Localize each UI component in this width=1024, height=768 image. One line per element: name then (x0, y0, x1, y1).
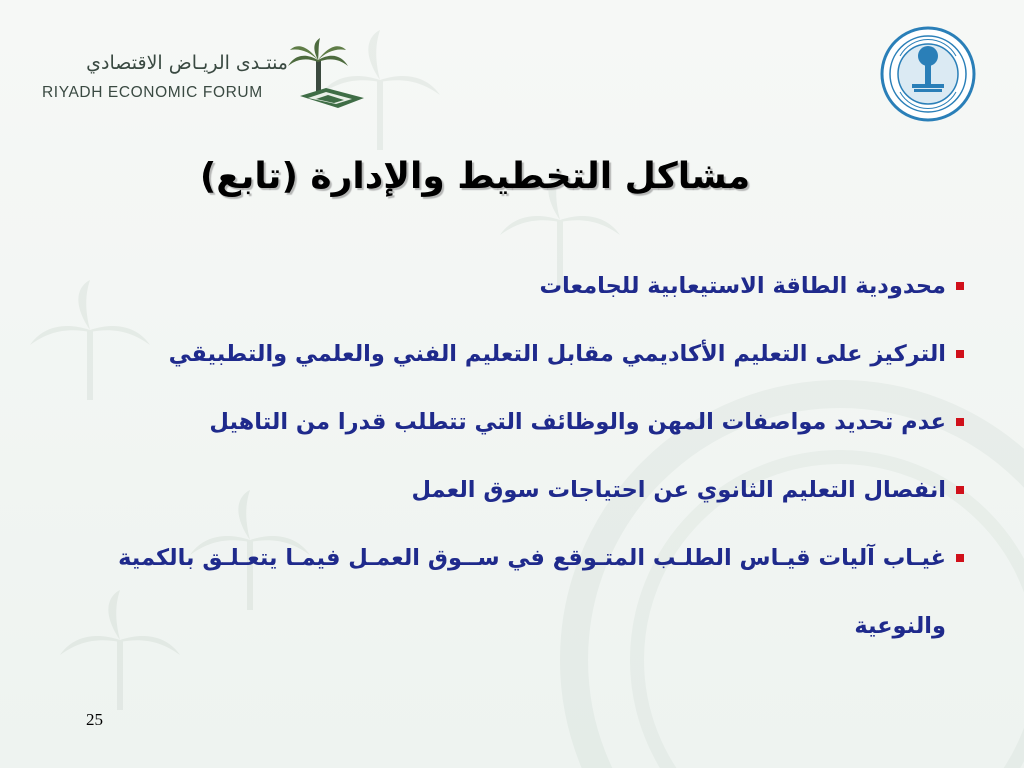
bullet-text: غيـاب آليات قيـاس الطلـب المتـوقع في ســوق العمـل فيمـا يتعـلـق بالكمية والنوعية (118, 545, 946, 639)
slide-title: مشاكل التخطيط والإدارة (تابع) (199, 156, 751, 197)
bullet-text: عدم تحديد مواصفات المهن والوظائف التي تتطلب قدرا من التاهيل (209, 409, 946, 435)
bullet-item (104, 524, 964, 660)
page-number: 25 (86, 710, 103, 729)
forum-name-english: RIYADH ECONOMIC FORUM (42, 84, 263, 101)
bullet-list (104, 252, 964, 660)
forum-name-arabic: منتـدى الريـاض الاقتصادي (86, 52, 288, 74)
bullet-marker-icon (956, 350, 964, 358)
bullet-marker-icon (956, 418, 964, 426)
bullet-marker-icon (956, 554, 964, 562)
forum-logo (38, 38, 368, 110)
palm-tree-icon (286, 38, 366, 110)
bullet-item (104, 388, 964, 456)
bullet-text: انفصال التعليم الثانوي عن احتياجات سوق العمل (411, 477, 946, 503)
bullet-marker-icon (956, 282, 964, 290)
bullet-text: محدودية الطاقة الاستيعابية للجامعات (539, 273, 946, 299)
bullet-item (104, 252, 964, 320)
bullet-marker-icon (956, 486, 964, 494)
bullet-item (104, 320, 964, 388)
bullet-item (104, 456, 964, 524)
bullet-text: التركيز على التعليم الأكاديمي مقابل التعليم الفني والعلمي والتطبيقي (168, 341, 946, 367)
institute-seal-icon (880, 26, 976, 122)
